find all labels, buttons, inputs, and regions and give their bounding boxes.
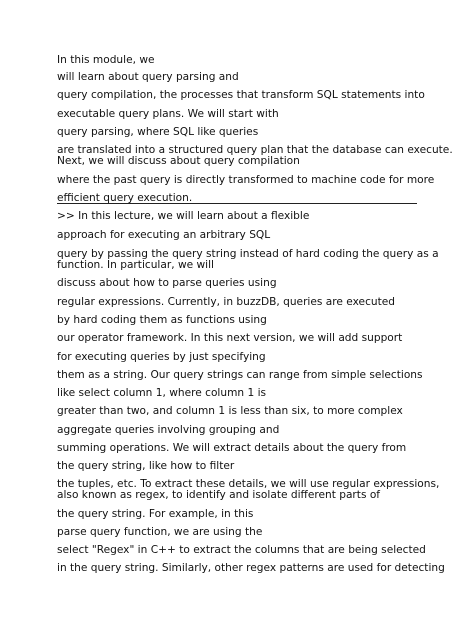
text-line: will learn about query parsing and bbox=[57, 71, 239, 83]
text-line: select "Regex" in C++ to extract the columns that are being selected bbox=[57, 544, 426, 556]
text-line: are translated into a structured query plan that the database can execute. bbox=[57, 144, 453, 156]
text-line: the query string, like how to filter bbox=[57, 460, 235, 472]
text-line: regular expressions. Currently, in buzzDB, queries are executed bbox=[57, 296, 396, 308]
section-divider bbox=[57, 203, 417, 204]
text-line: approach for executing an arbitrary SQL bbox=[57, 229, 271, 241]
text-line: efficient query execution. bbox=[57, 192, 193, 204]
text-line: like select column 1, where column 1 is bbox=[57, 387, 267, 399]
text-line: summing operations. We will extract details about the query from bbox=[57, 442, 407, 454]
text-line: in the query string. Similarly, other regex patterns are used for detecting bbox=[57, 562, 445, 574]
text-line: where the past query is directly transformed to machine code for more bbox=[57, 174, 435, 186]
text-line: executable query plans. We will start with bbox=[57, 108, 279, 120]
text-line: them as a string. Our query strings can range from simple selections bbox=[57, 369, 423, 381]
text-line: parse query function, we are using the bbox=[57, 526, 263, 538]
text-line: In this module, we bbox=[57, 54, 155, 66]
text-line: aggregate queries involving grouping and bbox=[57, 424, 280, 436]
text-line: query compilation, the processes that transform SQL statements into bbox=[57, 89, 425, 101]
text-line: our operator framework. In this next version, we will add support bbox=[57, 332, 403, 344]
text-line: by hard coding them as functions using bbox=[57, 314, 267, 326]
text-line: the tuples, etc. To extract these details, we will use regular expressions, bbox=[57, 478, 440, 490]
text-line: function. In particular, we will bbox=[57, 259, 214, 271]
text-line: >> In this lecture, we will learn about a flexible bbox=[57, 210, 310, 222]
text-line: Next, we will discuss about query compilation bbox=[57, 155, 300, 167]
text-line: for executing queries by just specifying bbox=[57, 351, 266, 363]
text-line: query by passing the query string instead of hard coding the query as a bbox=[57, 248, 439, 260]
text-line: query parsing, where SQL like queries bbox=[57, 126, 259, 138]
text-line: the query string. For example, in this bbox=[57, 508, 254, 520]
text-line: also known as regex, to identify and isolate different parts of bbox=[57, 489, 381, 501]
text-line: discuss about how to parse queries using bbox=[57, 277, 277, 289]
text-line: greater than two, and column 1 is less than six, to more complex bbox=[57, 405, 403, 417]
